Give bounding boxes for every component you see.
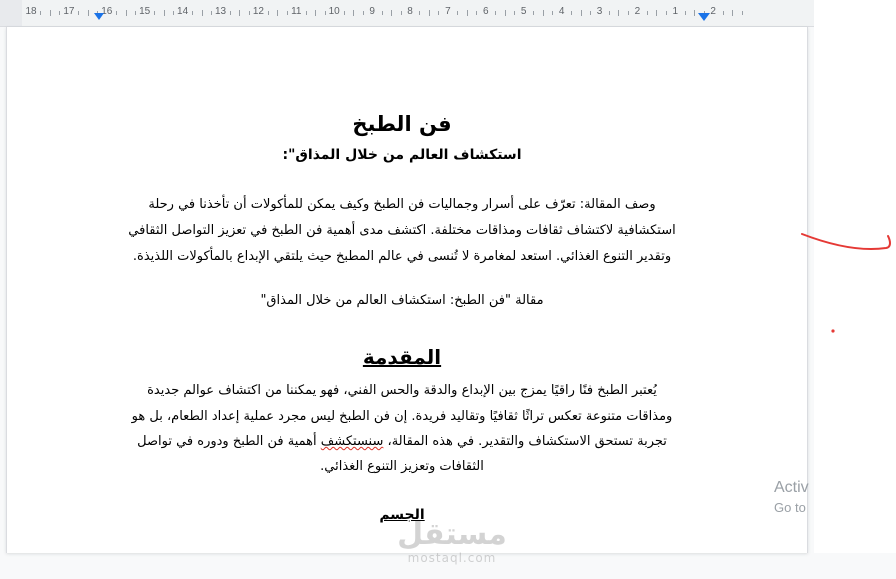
ruler-tick [438,11,439,15]
ruler-tick [476,11,477,15]
ruler-tick [154,11,155,15]
intro-line-3-end: أهمية فن الطبخ ودوره في تواصل [137,434,321,449]
ruler-number: 17 [63,6,75,17]
description-line-1: وصف المقالة: تعرّف على أسرار وجماليات فن الطبخ وكيف يمكن للمأكولات أن تأخذنا في رحلة [148,197,656,212]
ruler-tick [135,11,136,15]
ruler-tick [533,11,534,15]
intro-line-1: يُعتبر الطبخ فنًا راقيًا يمزج بين الإبداع والدقة والحس الفني، فهو يمكننا من اكتشاف عوالم جديدة [147,383,657,398]
ruler-tick [495,11,496,15]
ruler-tick [59,11,60,15]
ruler-tick [268,11,269,15]
description-line-2: استكشافية لاكتشاف ثقافات ومذاقات مختلفة. اكتشف مدى أهمية فن الطبخ في تعزيز التواصل الثقافي [128,223,676,238]
ruler-number: 3 [596,6,603,17]
ruler-tick [505,10,506,16]
watermark-latin: mostaql.com [407,551,497,565]
intro-line-3 [67,434,737,449]
activate-windows-overlay [774,478,809,518]
ruler-number: 4 [558,6,565,17]
spellcheck-word[interactable]: سنستكشف [320,434,384,449]
ruler-tick [50,10,51,16]
ruler-tick [685,11,686,15]
ruler-tick [344,11,345,15]
ruler-tick [391,10,392,16]
annotation-dot [831,329,834,332]
ruler-tick [723,11,724,15]
ruler-tick [590,11,591,15]
ruler-number: 2 [710,6,716,17]
ruler-number: 8 [407,6,413,17]
ruler-tick [78,11,79,15]
ruler-tick [315,10,316,16]
ruler-tick [401,11,402,15]
ruler-number: 5 [520,6,527,17]
watermark-logo [387,519,517,579]
ruler-tick [287,11,288,15]
ruler-number: 7 [445,6,451,17]
ruler-tick [202,10,203,16]
ruler-tick [742,11,743,15]
ruler-number: 1 [672,6,679,17]
ruler-margin-left [0,0,22,26]
ruler-tick [514,11,515,15]
ruler-tick [325,11,326,15]
ruler-tick [666,11,667,15]
ruler-tick [88,10,89,16]
ruler-number: 9 [369,6,375,17]
ruler-tick [116,11,117,15]
ruler-tick [543,10,544,16]
ruler-tick [419,11,420,15]
activate-line-2: Go to [774,500,806,515]
ruler-tick [164,10,165,16]
ruler-tick [211,11,212,15]
left-indent-marker[interactable] [94,13,104,20]
intro-line-2: ومذاقات متنوعة تعكس تراثًا ثقافيًا وتقاليد فريدة. إن فن الطبخ ليس مجرد عملية إعداد الطعام، بل هو [131,409,673,424]
ruler-tick [618,10,619,16]
ruler-number: 11 [291,6,302,17]
ruler-tick [656,10,657,16]
ruler-tick [571,11,572,15]
ruler-tick [192,11,193,15]
document-page[interactable] [6,27,808,565]
intro-heading: المقدمة [362,345,442,369]
ruler-tick [609,11,610,15]
ruler-tick [249,11,250,15]
ruler-tick [429,10,430,16]
activate-line-1: Activ [774,479,809,496]
ruler-tick [363,11,364,15]
ruler-tick [239,10,240,16]
ruler-number: 10 [328,6,340,17]
ruler-tick [40,11,41,15]
ruler-tick [457,11,458,15]
ruler-tick [628,11,629,15]
ruler-tick [647,11,648,15]
horizontal-ruler[interactable] [0,0,814,27]
ruler-number: 6 [483,6,489,17]
intro-line-3-start: تجربة تستحق الاستكشاف والتقدير. في هذه المقالة، [383,434,667,449]
document-title: فن الطبخ [352,112,452,136]
ruler-tick [277,10,278,16]
ruler-tick [581,10,582,16]
description-line-3: وتقدير التنوع الغذائي. استعد لمغامرة لا تُنسى في عالم المطبخ حيث يلتقي الإبداع بالمأكولات اللذيذة. [132,249,672,264]
ruler-tick [694,10,695,16]
annotation-stroke [802,234,890,249]
ruler-number: 2 [634,6,641,17]
ruler-tick [230,11,231,15]
ruler-number: 18 [25,6,37,17]
right-indent-marker[interactable] [698,13,710,21]
ruler-tick [552,11,553,15]
article-line: مقالة "فن الطبخ: استكشاف العالم من خلال المذاق" [260,293,544,308]
watermark-arabic: مستقل [397,517,507,552]
document-subtitle: استكشاف العالم من خلال المذاق": [282,147,522,163]
intro-line-4: الثقافات وتعزيز التنوع الغذائي. [320,459,484,474]
ruler-number: 16 [101,6,113,17]
ruler-tick [173,11,174,15]
ruler-number: 12 [252,6,264,17]
ruler-tick [382,11,383,15]
ruler-tick [732,10,733,16]
ruler-number: 15 [139,6,151,17]
body-heading: الجسم [379,507,425,523]
ruler-tick [306,11,307,15]
ruler-number: 14 [177,6,189,17]
ruler-tick [467,10,468,16]
ruler-number: 13 [214,6,227,17]
ruler-tick [353,10,354,16]
ruler-tick [126,10,127,16]
pen-annotation [798,222,894,342]
